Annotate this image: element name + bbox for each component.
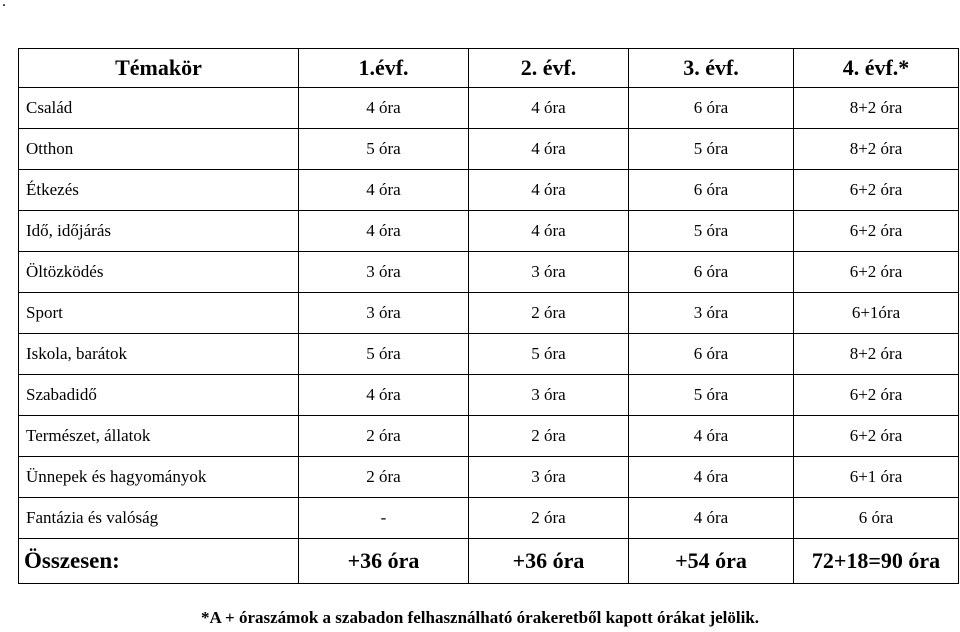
- hours-cell: 4 óra: [469, 129, 629, 170]
- hours-cell: 6+1 óra: [794, 457, 959, 498]
- total-grade-1: +36 óra: [299, 539, 469, 584]
- table-row: [19, 334, 959, 375]
- hours-cell: 2 óra: [469, 416, 629, 457]
- hours-cell: 4 óra: [299, 211, 469, 252]
- table-row: [19, 293, 959, 334]
- hours-cell: 4 óra: [629, 498, 794, 539]
- hours-cell: 5 óra: [469, 334, 629, 375]
- hours-cell: 6+2 óra: [794, 375, 959, 416]
- hours-cell: 2 óra: [299, 416, 469, 457]
- table-row: [19, 375, 959, 416]
- hours-cell: 8+2 óra: [794, 88, 959, 129]
- hours-cell: 8+2 óra: [794, 334, 959, 375]
- hours-cell: 6 óra: [629, 334, 794, 375]
- header-grade-1: 1.évf.: [299, 49, 469, 88]
- table-row: [19, 252, 959, 293]
- hours-cell: 5 óra: [629, 375, 794, 416]
- table-row: [19, 498, 959, 539]
- topic-cell: Öltözködés: [19, 252, 299, 293]
- header-grade-2: 2. évf.: [469, 49, 629, 88]
- hours-cell: 3 óra: [469, 457, 629, 498]
- hours-cell: 2 óra: [299, 457, 469, 498]
- hours-cell: 5 óra: [629, 211, 794, 252]
- hours-cell: -: [299, 498, 469, 539]
- totals-label: Összesen:: [19, 539, 299, 584]
- hours-cell: 2 óra: [469, 293, 629, 334]
- hours-cell: 3 óra: [469, 375, 629, 416]
- total-grade-3: +54 óra: [629, 539, 794, 584]
- topic-cell: Otthon: [19, 129, 299, 170]
- header-grade-4: 4. évf.*: [794, 49, 959, 88]
- hours-cell: 4 óra: [299, 375, 469, 416]
- hours-cell: 3 óra: [299, 252, 469, 293]
- topic-cell: Természet, állatok: [19, 416, 299, 457]
- hours-cell: 4 óra: [469, 211, 629, 252]
- hours-cell: 2 óra: [469, 498, 629, 539]
- footnote: *A + óraszámok a szabadon felhasználható órakeretből kapott órákat jelölik.: [200, 608, 760, 627]
- table-row: [19, 457, 959, 498]
- topic-cell: Iskola, barátok: [19, 334, 299, 375]
- hours-cell: 6+2 óra: [794, 211, 959, 252]
- hours-cell: 6 óra: [629, 252, 794, 293]
- hours-cell: 5 óra: [299, 334, 469, 375]
- total-grade-2: +36 óra: [469, 539, 629, 584]
- hours-cell: 4 óra: [629, 416, 794, 457]
- hours-cell: 6 óra: [629, 88, 794, 129]
- topic-cell: Család: [19, 88, 299, 129]
- topic-cell: Szabadidő: [19, 375, 299, 416]
- hours-cell: 8+2 óra: [794, 129, 959, 170]
- stray-dot: .: [2, 0, 6, 10]
- hours-cell: 5 óra: [629, 129, 794, 170]
- header-topic: Témakör: [19, 49, 299, 88]
- table-row: [19, 170, 959, 211]
- table-row: [19, 88, 959, 129]
- topic-cell: Idő, időjárás: [19, 211, 299, 252]
- hours-cell: 5 óra: [299, 129, 469, 170]
- header-grade-3: 3. évf.: [629, 49, 794, 88]
- hours-cell: 4 óra: [299, 170, 469, 211]
- hours-cell: 4 óra: [469, 170, 629, 211]
- header-row: [19, 49, 959, 88]
- hours-cell: 4 óra: [469, 88, 629, 129]
- table-row: [19, 211, 959, 252]
- hours-cell: 6 óra: [794, 498, 959, 539]
- hours-cell: 6 óra: [629, 170, 794, 211]
- topic-cell: Étkezés: [19, 170, 299, 211]
- curriculum-table: [18, 48, 959, 584]
- topic-cell: Fantázia és valóság: [19, 498, 299, 539]
- topic-cell: Ünnepek és hagyományok: [19, 457, 299, 498]
- table-row: [19, 129, 959, 170]
- table-row: [19, 416, 959, 457]
- hours-cell: 4 óra: [629, 457, 794, 498]
- hours-cell: 3 óra: [629, 293, 794, 334]
- totals-row: [19, 539, 959, 584]
- topic-cell: Sport: [19, 293, 299, 334]
- hours-cell: 3 óra: [299, 293, 469, 334]
- hours-cell: 6+1óra: [794, 293, 959, 334]
- total-grade-4: 72+18=90 óra: [794, 539, 959, 584]
- hours-cell: 6+2 óra: [794, 416, 959, 457]
- hours-cell: 6+2 óra: [794, 252, 959, 293]
- hours-cell: 3 óra: [469, 252, 629, 293]
- hours-cell: 6+2 óra: [794, 170, 959, 211]
- hours-cell: 4 óra: [299, 88, 469, 129]
